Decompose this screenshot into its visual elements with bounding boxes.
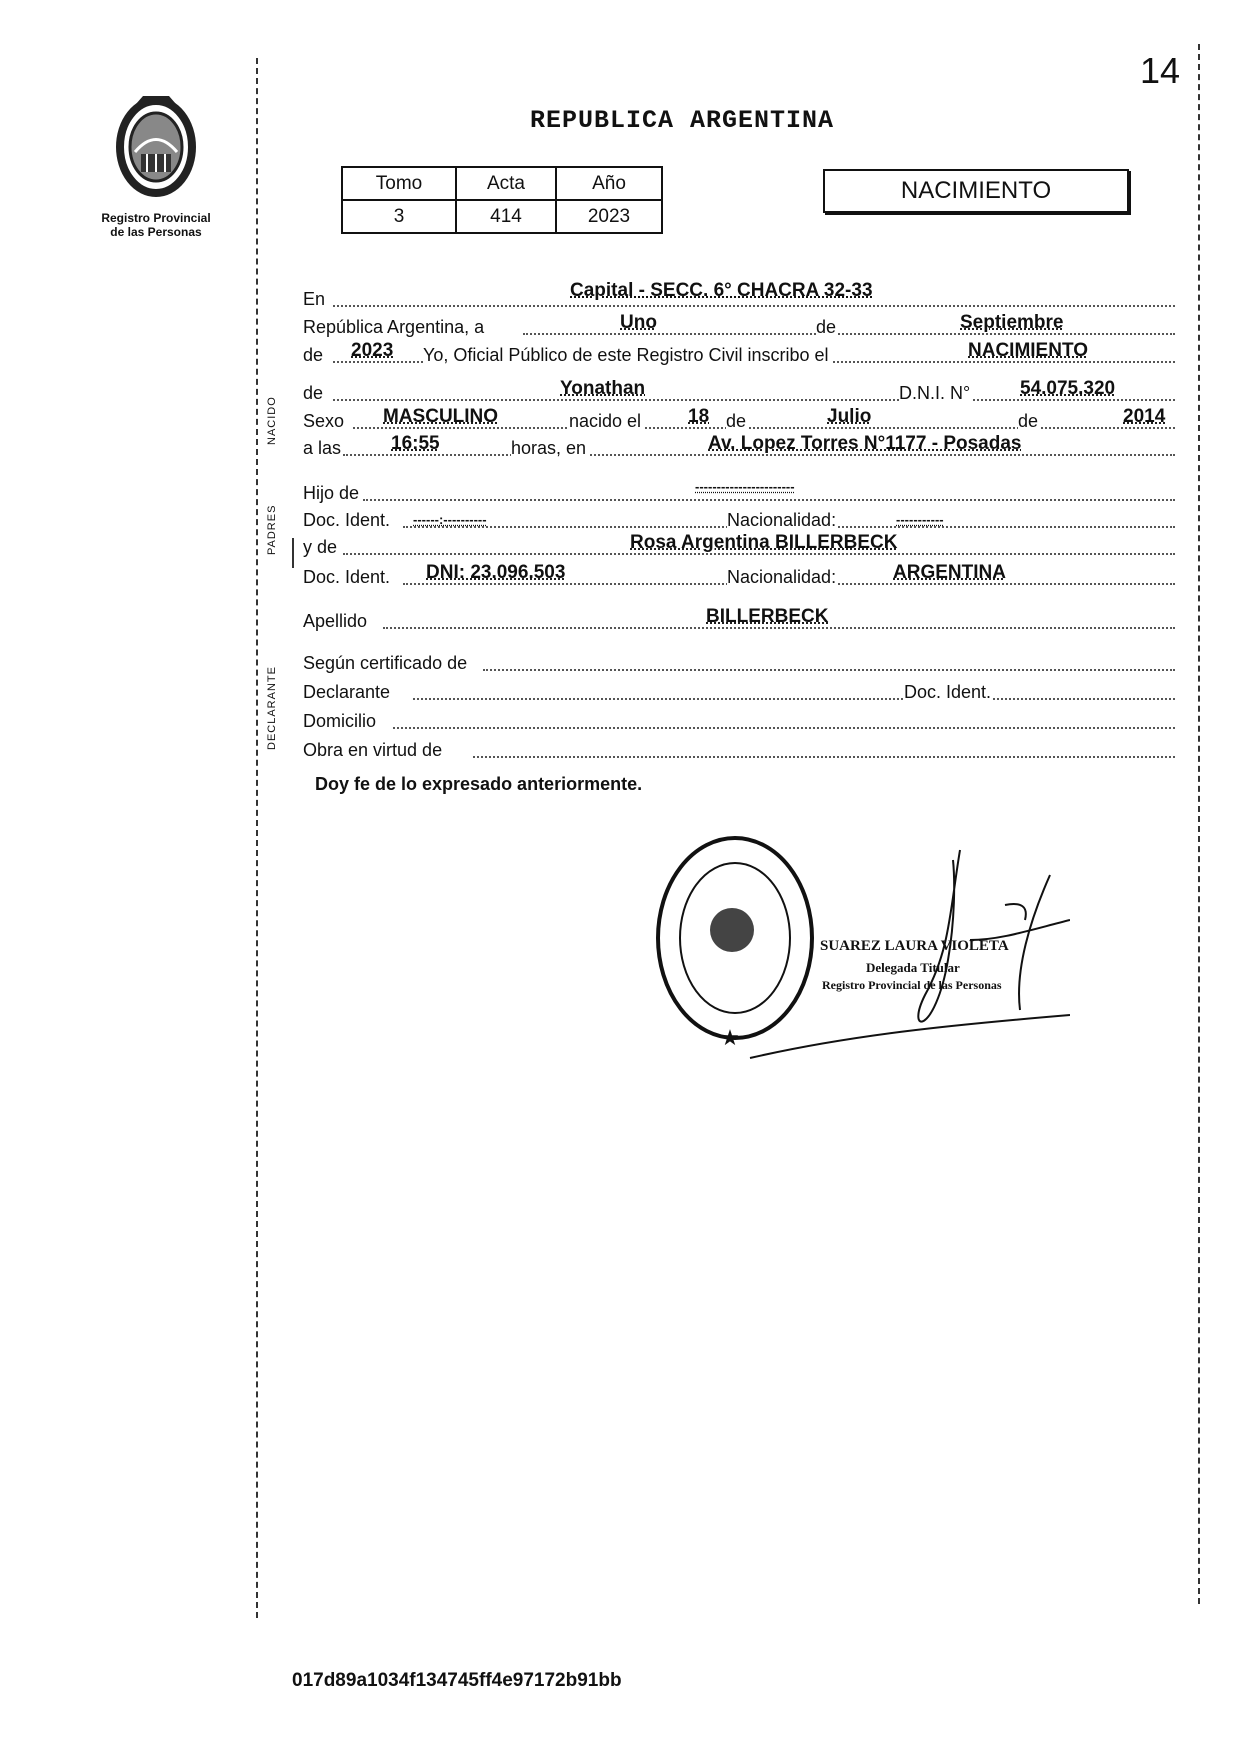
document-hash: 017d89a1034f134745ff4e97172b91bb <box>292 1670 622 1691</box>
sexo-label: Sexo <box>303 411 345 431</box>
de-label: de <box>816 317 837 337</box>
row-obra <box>303 733 1175 761</box>
month-value: Septiembre <box>960 312 1064 333</box>
child-name: Yonathan <box>560 378 646 399</box>
birth-time: 16:55 <box>391 433 440 454</box>
dotted-line <box>483 669 1175 671</box>
surname-value: BILLERBECK <box>706 606 829 627</box>
segun-label: Según certificado de <box>303 653 468 673</box>
dni-value: 54.075.320 <box>1020 378 1116 399</box>
dotted-line <box>473 756 1175 758</box>
de2-label: de <box>303 345 324 365</box>
inscribo-label: Yo, Oficial Público de este Registro Civil inscribo el <box>423 345 829 365</box>
republica-label: República Argentina, a <box>303 317 485 337</box>
father-name: ----------------------- <box>695 479 795 494</box>
hijo-label: Hijo de <box>303 483 360 503</box>
dni-label: D.N.I. N° <box>899 383 971 403</box>
en-label: En <box>303 289 326 309</box>
row-doc1 <box>303 503 1175 531</box>
row-hijo <box>303 476 1175 504</box>
father-nationality: ----------- <box>896 512 944 527</box>
nacido-label: nacido el <box>569 411 642 431</box>
alas-label: a las <box>303 438 342 458</box>
side-label-padres: PADRES <box>266 504 278 555</box>
mother-doc: DNI: 23.096.503 <box>426 562 566 583</box>
de4-label: de <box>726 411 747 431</box>
registry-caption: Registro Provincial de las Personas <box>101 211 211 239</box>
signatory-office: Registro Provincial de las Personas <box>822 978 1002 992</box>
nac1-label: Nacionalidad: <box>727 510 837 530</box>
apellido-label: Apellido <box>303 611 368 631</box>
row-apellido <box>303 604 1175 632</box>
value-tomo: 3 <box>342 200 456 233</box>
record-type-box: NACIMIENTO <box>823 169 1129 213</box>
registry-table <box>341 166 663 234</box>
row-date <box>303 310 1175 338</box>
birth-year: 2014 <box>1123 406 1166 427</box>
svg-text:★: ★ <box>720 1025 740 1050</box>
row-inscribo <box>303 338 1175 366</box>
signatory-name: SUAREZ LAURA VIOLETA <box>820 938 1009 954</box>
registry-table-value-row <box>342 200 662 233</box>
mother-nationality: ARGENTINA <box>893 562 1006 583</box>
row-segun <box>303 646 1175 674</box>
row-declarante <box>303 675 1175 703</box>
document-title: REPUBLICA ARGENTINA <box>530 106 835 135</box>
registry-table-header-row <box>342 167 662 200</box>
birth-month: Julio <box>827 406 872 427</box>
side-label-nacido: NACIDO <box>266 396 278 445</box>
provincial-seal-icon <box>111 92 201 202</box>
left-margin-line <box>256 58 258 1618</box>
signatory-role: Delegada Titular <box>866 960 960 975</box>
doc2-label: Doc. Ident. <box>303 567 391 587</box>
place-of-record: Capital - SECC. 6° CHACRA 32-33 <box>570 280 873 301</box>
row-sexo <box>303 404 1175 432</box>
sexo-value: MASCULINO <box>383 406 499 427</box>
dotted-line <box>393 727 1175 729</box>
yde-label: y de <box>303 537 338 557</box>
doc1-label: Doc. Ident. <box>303 510 391 530</box>
row-madre <box>303 530 1175 558</box>
value-acta: 414 <box>456 200 556 233</box>
birth-place: Av. Lopez Torres N°1177 - Posadas <box>708 433 1022 454</box>
page-number: 14 <box>1140 50 1181 91</box>
header-tomo: Tomo <box>342 167 456 200</box>
horas-label: horas, en <box>511 438 587 458</box>
padres-bracket <box>292 538 294 568</box>
value-anio: 2023 <box>556 200 662 233</box>
right-margin-line <box>1198 44 1200 1604</box>
registry-logo <box>96 92 216 239</box>
row-time-place <box>303 431 1175 459</box>
closing-statement: Doy fe de lo expresado anteriormente. <box>315 774 643 794</box>
dotted-line <box>333 305 1175 307</box>
doc3-label: Doc. Ident. <box>904 682 992 702</box>
row-name <box>303 376 1175 404</box>
dotted-line <box>413 698 1175 700</box>
row-domicilio <box>303 704 1175 732</box>
domicilio-label: Domicilio <box>303 711 377 731</box>
row-doc2 <box>303 560 1175 588</box>
year-value: 2023 <box>351 340 394 361</box>
day-value: Uno <box>620 312 657 333</box>
declarante-label: Declarante <box>303 682 391 702</box>
de3-label: de <box>303 383 324 403</box>
nac2-label: Nacionalidad: <box>727 567 837 587</box>
row-en <box>303 282 1175 310</box>
de5-label: de <box>1018 411 1039 431</box>
side-label-declarante: DECLARANTE <box>266 666 278 750</box>
birth-day: 18 <box>688 406 710 427</box>
obra-label: Obra en virtud de <box>303 740 443 760</box>
mother-name: Rosa Argentina BILLERBECK <box>630 532 898 553</box>
record-event: NACIMIENTO <box>968 340 1088 361</box>
header-acta: Acta <box>456 167 556 200</box>
dotted-line <box>363 499 1175 501</box>
father-doc: ------:---------- <box>413 512 487 527</box>
header-anio: Año <box>556 167 662 200</box>
